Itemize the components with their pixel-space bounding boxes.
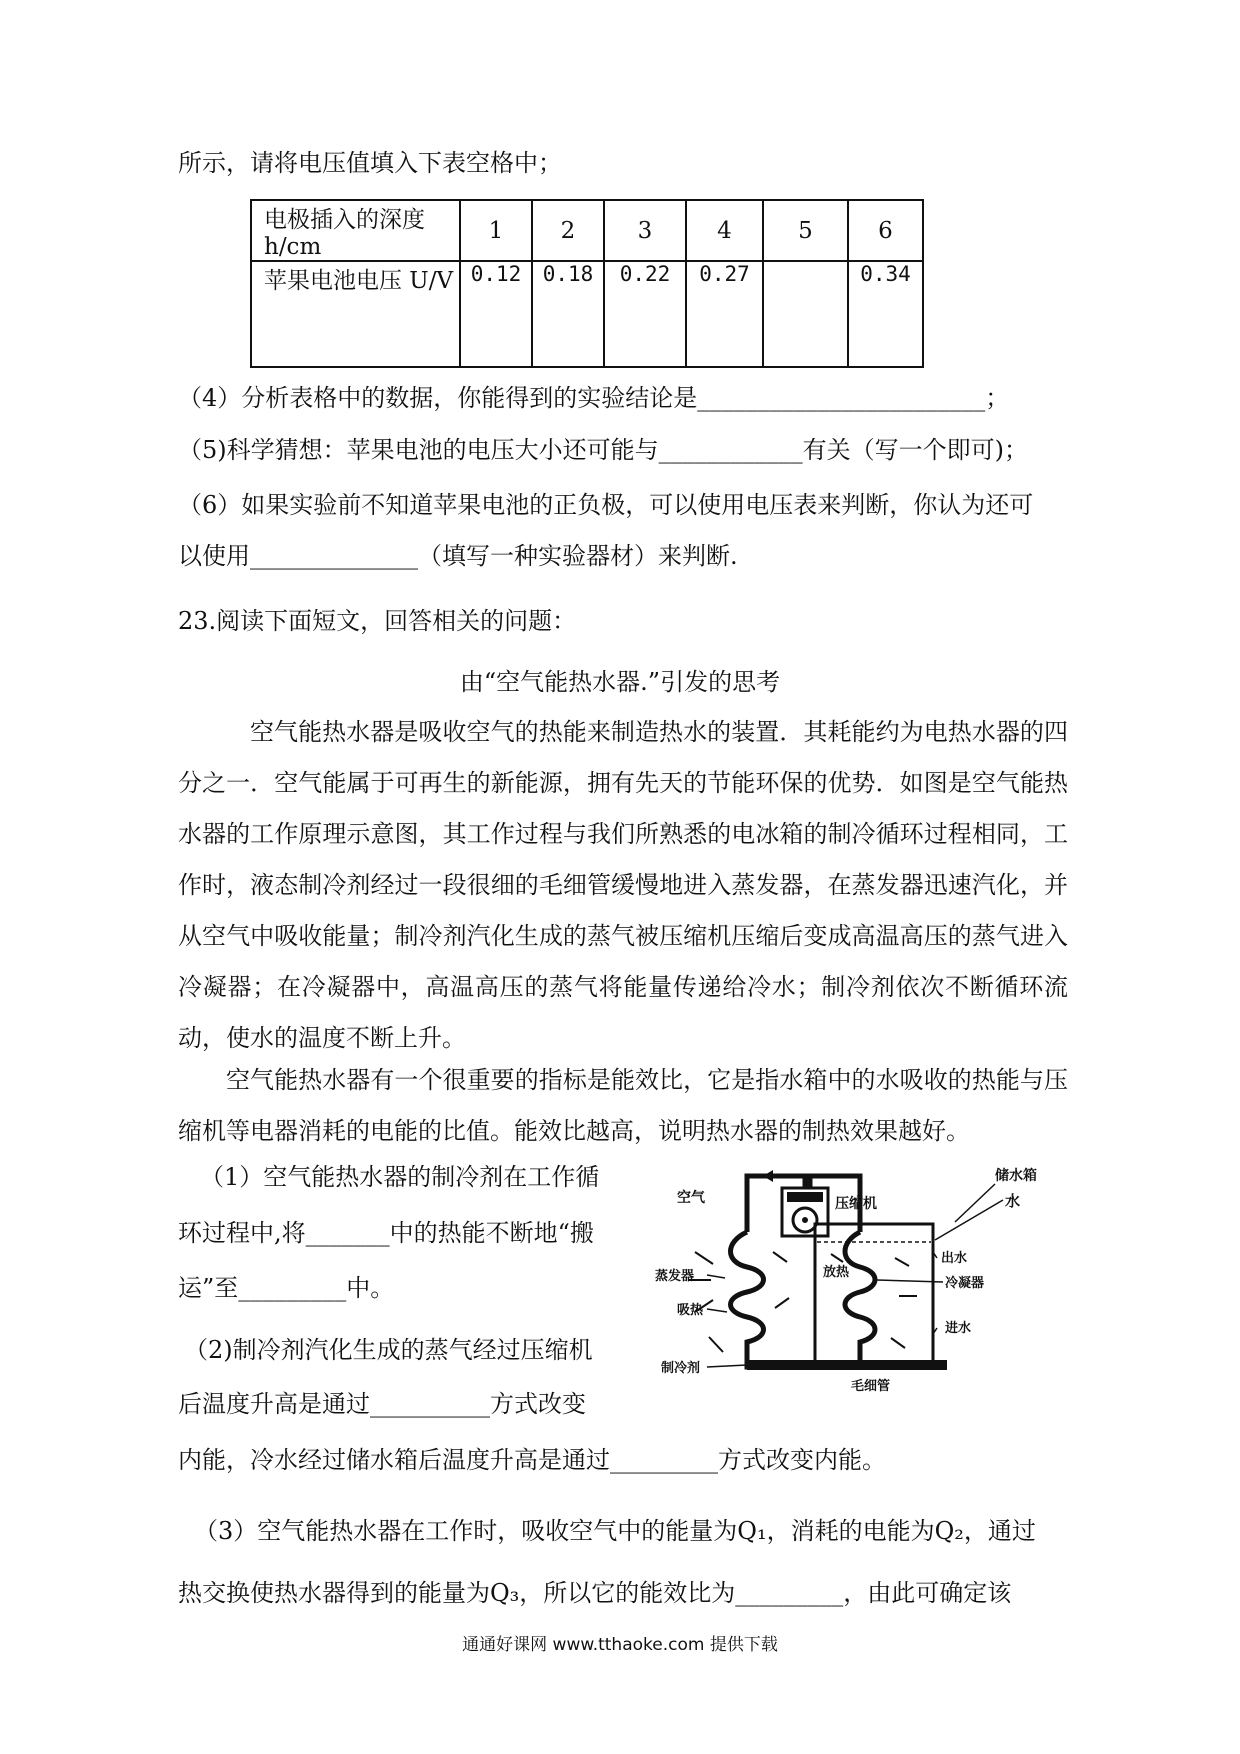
sub-question-3-line2: 热交换使热水器得到的能量为Q₃，所以它的能效比为_________，由此可确定该 [178,1579,1012,1607]
water-tank [815,1224,933,1364]
compressor-piston [787,1192,823,1202]
label-water: 水 [1005,1192,1021,1210]
table-cell: 2 [532,200,604,261]
label-evaporator: 蒸发器 [655,1269,695,1284]
compressor-axle-icon [802,1217,808,1223]
article-title: 由“空气能热水器.”引发的思考 [459,668,781,696]
sub-question-2-line2: 后温度升高是通过__________方式改变 [178,1390,586,1418]
question-6-line2: 以使用______________（填写一种实验器材）来判断. [178,542,738,570]
voltage-table [250,199,924,368]
sub-question-2-line1: （2)制冷剂汽化生成的蒸气经过压缩机 [184,1336,593,1364]
intro-line: 所示，请将电压值填入下表空格中； [178,149,562,177]
heat-rays [689,1252,917,1352]
question-4: （4）分析表格中的数据，你能得到的实验结论是________________________； [178,384,1010,412]
sub-question-3-line1: （3）空气能热水器在工作时，吸收空气中的能量为Q₁，消耗的电能为Q₂，通过 [194,1517,1036,1545]
article-paragraph-2: 空气能热水器有一个很重要的指标是能效比，它是指水箱中的水吸收的热能与压缩机等电器消耗的电能的比值。能效比越高，说明热水器的制热效果越好。 [178,1066,1068,1145]
label-release-heat: 放热 [823,1265,850,1280]
table-row [251,261,923,367]
table-cell: 0.22 [604,261,686,367]
label-refrigerant: 制冷剂 [661,1361,701,1376]
flow-arrow-icon [763,1170,773,1182]
table-cell: 6 [848,200,923,261]
label-absorb-heat: 吸热 [677,1303,704,1318]
table-cell: 5 [763,200,848,261]
table-cell: 4 [686,200,763,261]
sub-question-1-line2: 环过程中,将_______中的热能不断地“搬 [178,1219,594,1247]
sub-question-1-line1: （1）空气能热水器的制冷剂在工作循 [200,1163,600,1191]
table-header-depth: 电极插入的深度 h/cm [251,200,460,261]
label-water-out: 出水 [941,1251,968,1266]
table-cell: 0.27 [686,261,763,367]
label-capillary: 毛细管 [851,1379,891,1392]
table-cell: 0.18 [532,261,604,367]
condenser-coil [845,1232,875,1367]
heat-pump-diagram [655,1162,1067,1392]
table-header-voltage: 苹果电池电压 U/V [251,261,460,367]
table-cell: 3 [604,200,686,261]
table-cell: 1 [460,200,532,261]
label-air: 空气 [677,1190,705,1206]
label-compressor: 压缩机 [835,1196,877,1212]
label-tank: 储水箱 [995,1168,1037,1184]
sub-question-1-line3: 运”至_________中。 [178,1274,395,1302]
table-row [251,200,923,261]
sub-question-2-line3: 内能，冷水经过储水箱后温度升高是通过_________方式改变内能。 [178,1446,886,1474]
question-23-heading: 23.阅读下面短文，回答相关的问题： [178,607,577,635]
question-5: （5)科学猜想：苹果电池的电压大小还可能与____________有关（写一个即可)； [178,436,1028,464]
question-6-line1: （6）如果实验前不知道苹果电池的正负极，可以使用电压表来判断，你认为还可 [178,491,1034,519]
table-cell: 0.12 [460,261,532,367]
label-condenser: 冷凝器 [945,1276,985,1291]
page-footer: 通通好课网 www.tthaoke.com 提供下载 [462,1635,778,1655]
table-cell-blank [763,261,848,367]
table-cell: 0.34 [848,261,923,367]
label-water-in: 进水 [945,1321,972,1336]
article-paragraph-1: 空气能热水器是吸收空气的热能来制造热水的装置．其耗能约为电热水器的四分之一．空气能属于可再生的新能源，拥有先天的节能环保的优势．如图是空气能热水器的工作原理示意图，其工作过程与我们所熟悉的电冰箱的制冷循环过程相同，工作时，液态制冷剂经过一段很细的毛细管缓慢地进入蒸发器，在蒸发器迅速汽化，并从空气中吸收能量；制冷剂汽化生成的蒸气被压缩机压缩后变成高温高压的蒸气进入冷凝器；在冷凝器中，高温高压的蒸气将能量传递给冷水；制冷剂依次不断循环流动，使水的温度不断上升。 [178,718,1068,1052]
